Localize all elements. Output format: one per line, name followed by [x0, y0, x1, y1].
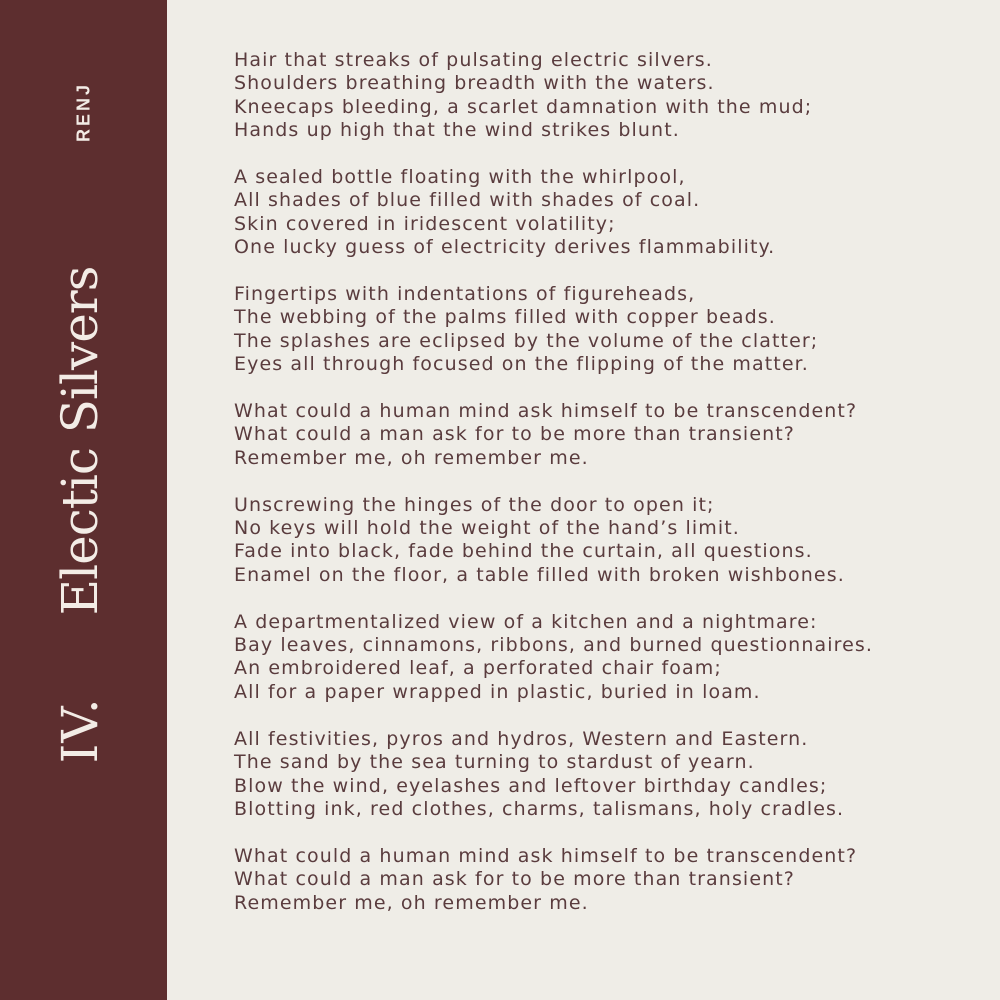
poem-line: All shades of blue filled with shades of coal. — [234, 189, 701, 212]
poem-line: Bay leaves, cinnamons, ribbons, and burned questionnaires. — [234, 634, 874, 657]
stanza — [234, 845, 974, 915]
poem-line: Skin covered in iridescent volatility; — [234, 212, 616, 235]
poem-line: No keys will hold the weight of the hand’s limit. — [234, 517, 740, 540]
poem-line: The splashes are eclipsed by the volume of the clatter; — [234, 329, 819, 352]
poem-line: Blotting ink, red clothes, charms, talismans, holy cradles. — [234, 797, 845, 820]
poem-line: Shoulders breathing breadth with the waters. — [234, 72, 715, 95]
poem-line: What could a human mind ask himself to be transcendent? — [234, 844, 858, 867]
poem-numeral: IV. — [51, 697, 109, 764]
poem-line: What could a man ask for to be more than transient? — [234, 423, 795, 446]
poem-title: Electic Silvers — [51, 266, 109, 616]
poem-line: The webbing of the palms filled with copper beads. — [234, 306, 776, 329]
stanza — [234, 494, 974, 588]
poem-line: An embroidered leaf, a perforated chair foam; — [234, 657, 722, 680]
stanza — [234, 400, 974, 470]
poem-line: One lucky guess of electricity derives flammability. — [234, 236, 776, 259]
poem-line: Blow the wind, eyelashes and leftover birthday candles; — [234, 774, 828, 797]
poem-line: Eyes all through focused on the flipping of the matter. — [234, 353, 809, 376]
poem-line: All festivities, pyros and hydros, Western and Eastern. — [234, 727, 809, 750]
poem-line: What could a human mind ask himself to be transcendent? — [234, 400, 858, 423]
poem-line: Remember me, oh remember me. — [234, 446, 589, 469]
poem-line: All for a paper wrapped in plastic, buried in loam. — [234, 680, 761, 703]
stanza — [234, 611, 974, 705]
poem-line: Fingertips with indentations of figureheads, — [234, 283, 696, 306]
poem-line: Fade into black, fade behind the curtain, all questions. — [234, 540, 813, 563]
poem-line: Enamel on the floor, a table filled with broken wishbones. — [234, 563, 845, 586]
poem-line: The sand by the sea turning to stardust of yearn. — [234, 751, 755, 774]
poem-line: A sealed bottle floating with the whirlpool, — [234, 166, 686, 189]
poem-line: Kneecaps bleeding, a scarlet damnation with the mud; — [234, 95, 813, 118]
stanza — [234, 166, 974, 260]
poem-body — [234, 49, 974, 938]
sidebar-band — [0, 0, 167, 1000]
poem-line: What could a man ask for to be more than transient? — [234, 868, 795, 891]
stanza — [234, 49, 974, 143]
poem-heading — [51, 267, 109, 764]
poem-line: Hair that streaks of pulsating electric silvers. — [234, 49, 713, 71]
poem-line: A departmentalized view of a kitchen and a nightmare: — [234, 610, 818, 633]
author-name: RENJ — [73, 81, 94, 143]
stanza — [234, 728, 974, 822]
poem-line: Remember me, oh remember me. — [234, 891, 589, 914]
stanza — [234, 283, 974, 377]
poem-line: Unscrewing the hinges of the door to open it; — [234, 493, 715, 516]
poem-line: Hands up high that the wind strikes blunt. — [234, 119, 680, 142]
